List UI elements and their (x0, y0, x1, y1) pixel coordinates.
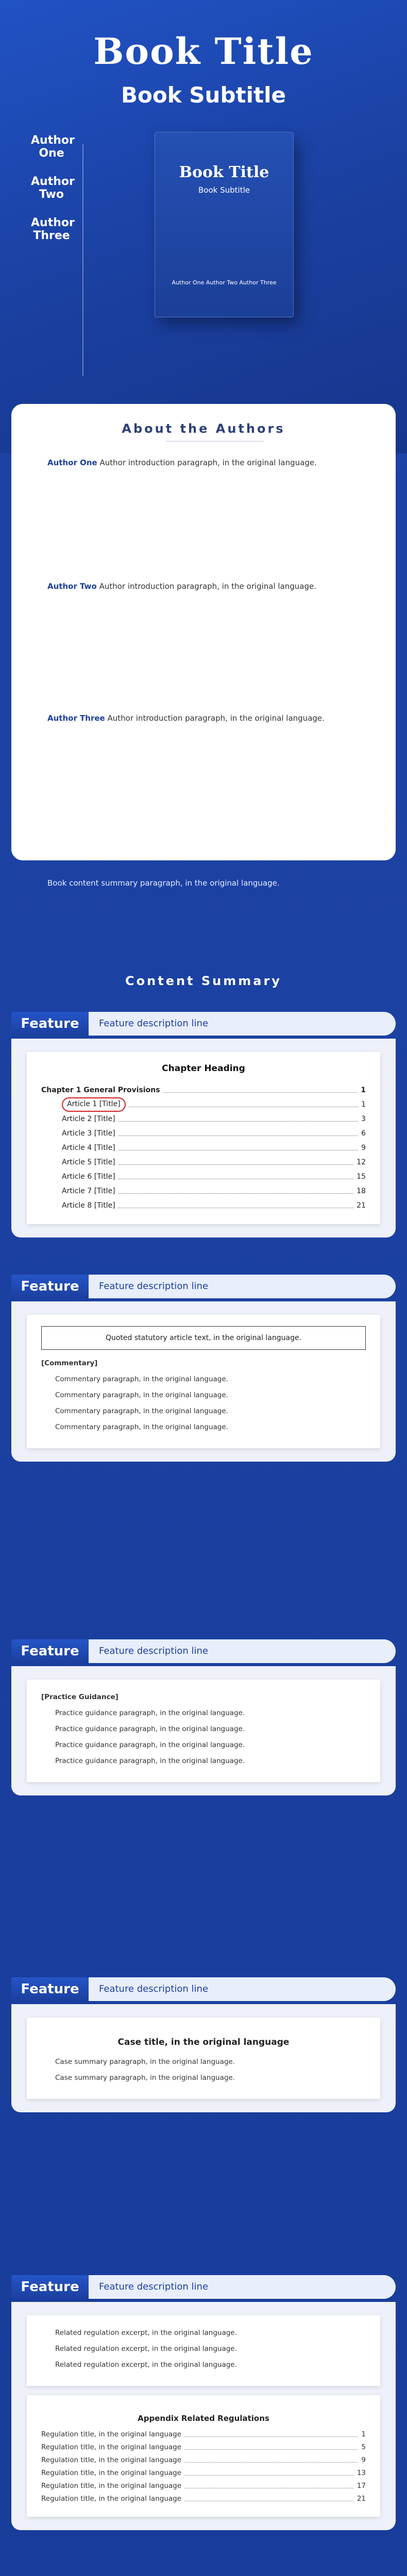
toc-page-number: 1 (361, 1086, 366, 1094)
commentary-paragraph: Commentary paragraph, in the original language. (55, 1407, 228, 1415)
toc-dots (118, 1112, 358, 1122)
regulation-paragraph: Related regulation excerpt, in the original language. (55, 2329, 237, 2337)
author-intro-text: Author introduction paragraph, in the original language. (107, 714, 325, 723)
author-intro-paragraph (32, 455, 375, 470)
toc-page-number: 15 (357, 1173, 366, 1181)
commentary-paragraph: Commentary paragraph, in the original language. (55, 1375, 228, 1383)
toc-label: Chapter 1 General Provisions (41, 1086, 160, 1094)
appendix-row (41, 2441, 366, 2454)
hero-book-subtitle: Book Subtitle (198, 185, 250, 195)
toc-row (41, 1083, 366, 1097)
toc-row (41, 1184, 366, 1198)
feature-header (11, 1635, 396, 1666)
toc-row (41, 1126, 366, 1141)
toc-page (27, 1052, 380, 1224)
feature-panel (11, 1666, 396, 1795)
toc-dots (118, 1141, 358, 1150)
guidance-page (27, 1680, 380, 1782)
appendix-dots (184, 2467, 354, 2476)
appendix-page-number: 17 (357, 2482, 366, 2490)
appendix-dots (184, 2454, 358, 2463)
hero-author-list (31, 134, 75, 402)
case-title: Case title, in the original language (117, 2037, 290, 2047)
toc-dots (118, 1198, 354, 1208)
toc-label: Article 4 [Title] (62, 1144, 115, 1152)
author-intro-text: Author introduction paragraph, in the original language. (99, 458, 317, 467)
appendix-dots (184, 2441, 358, 2450)
appendix-page (27, 2395, 380, 2517)
toc-page-number: 1 (361, 1100, 366, 1109)
toc-row (41, 1198, 366, 1213)
toc-page-number: 6 (361, 1129, 366, 1138)
appendix-label: Regulation title, in the original language (41, 2482, 182, 2490)
toc-title: Chapter Heading (162, 1063, 245, 1074)
appendix-label: Regulation title, in the original language (41, 2443, 182, 2451)
content-intro (11, 871, 396, 994)
toc-label: Article 5 [Title] (62, 1158, 115, 1166)
author-intro-card (11, 404, 396, 860)
author-name: Author Two (47, 582, 97, 591)
toc-label-circled: Article 1 [Title] (62, 1097, 126, 1112)
commentary-label: [Commentary] (41, 1359, 98, 1367)
toc-page-number: 3 (361, 1115, 366, 1123)
author-intro-paragraph (32, 711, 375, 725)
author-intro-paragraph (32, 579, 375, 594)
feature-tag: Feature (11, 1012, 89, 1036)
guidance-paragraph: Practice guidance paragraph, in the original language. (55, 1741, 245, 1749)
toc-label: Article 6 [Title] (62, 1173, 115, 1181)
appendix-title: Appendix Related Regulations (138, 2414, 269, 2423)
toc-dots (163, 1083, 358, 1093)
feature-tag: Feature (11, 1275, 89, 1298)
toc-dots (118, 1155, 354, 1165)
hero-divider (82, 144, 83, 376)
commentary-paragraph: Commentary paragraph, in the original language. (55, 1391, 228, 1399)
guidance-paragraph: Practice guidance paragraph, in the original language. (55, 1725, 245, 1733)
toc-page-number: 21 (357, 1201, 366, 1210)
feature-header (11, 1008, 396, 1039)
hero-banner (0, 0, 407, 453)
feature-related-regulations (11, 2271, 396, 2530)
appendix-page-number: 21 (357, 2495, 366, 2503)
feature-panel (11, 2004, 396, 2112)
feature-panel (11, 1301, 396, 1462)
appendix-page-number: 5 (361, 2443, 366, 2451)
feature-article-index (11, 1008, 396, 1238)
feature-description: Feature description line (89, 1639, 396, 1663)
toc-label: Article 2 [Title] (62, 1115, 115, 1123)
appendix-page-number: 1 (361, 2430, 366, 2438)
toc-row (41, 1170, 366, 1184)
feature-description: Feature description line (89, 2275, 396, 2299)
hero-book-title: Book Title (179, 163, 269, 181)
feature-description: Feature description line (89, 1275, 396, 1298)
regulation-paragraph: Related regulation excerpt, in the original language. (55, 2361, 237, 2369)
author-name: Author Three (47, 714, 105, 723)
appendix-label: Regulation title, in the original language (41, 2430, 182, 2438)
appendix-dots (184, 2480, 354, 2488)
toc-label: Article 3 [Title] (62, 1129, 115, 1138)
feature-description: Feature description line (89, 1012, 396, 1036)
author-intro-text: Author introduction paragraph, in the original language. (99, 582, 316, 591)
appendix-label: Regulation title, in the original language (41, 2495, 182, 2503)
guidance-paragraph: Practice guidance paragraph, in the original language. (55, 1709, 245, 1717)
toc-row (41, 1112, 366, 1126)
appendix-row (41, 2467, 366, 2480)
toc-page-number: 12 (357, 1158, 366, 1166)
case-page (27, 2018, 380, 2099)
feature-description: Feature description line (89, 1977, 396, 2001)
toc-dots (118, 1170, 354, 1179)
appendix-row (41, 2480, 366, 2493)
hero-title: Book Title (93, 30, 314, 73)
toc-page-number: 18 (357, 1187, 366, 1195)
appendix-label: Regulation title, in the original language (41, 2456, 182, 2464)
hero-author-name: Author Three (31, 216, 75, 242)
hero-book-authors: Author One Author Two Author Three (172, 279, 277, 286)
feature-tag: Feature (11, 1639, 89, 1663)
heading-rule (166, 441, 264, 442)
guidance-paragraph: Practice guidance paragraph, in the original language. (55, 1757, 245, 1765)
hero-subtitle: Book Subtitle (121, 82, 286, 108)
feature-key-interpretation (11, 1270, 396, 1462)
content-intro-text: Book content summary paragraph, in the original language. (47, 878, 280, 888)
toc-row-highlighted (41, 1097, 366, 1112)
guidance-label: [Practice Guidance] (41, 1693, 118, 1701)
appendix-page-number: 9 (361, 2456, 366, 2464)
toc-row (41, 1141, 366, 1155)
feature-panel (11, 2302, 396, 2530)
toc-dots (129, 1097, 358, 1107)
feature-tag: Feature (11, 1977, 89, 2001)
appendix-row (41, 2493, 366, 2505)
appendix-dots (184, 2428, 358, 2437)
case-paragraph: Case summary paragraph, in the original language. (55, 2074, 235, 2082)
toc-row (41, 1155, 366, 1170)
toc-dots (118, 1184, 354, 1194)
appendix-row (41, 2454, 366, 2467)
feature-tag: Feature (11, 2275, 89, 2299)
interpretation-page (27, 1315, 380, 1448)
toc-dots (118, 1126, 358, 1136)
feature-header (11, 1270, 396, 1301)
appendix-page-number: 13 (357, 2469, 366, 2477)
case-paragraph: Case summary paragraph, in the original language. (55, 2058, 235, 2066)
toc-page-number: 9 (361, 1144, 366, 1152)
author-name: Author One (47, 458, 97, 467)
toc-label: Article 8 [Title] (62, 1201, 115, 1210)
statute-quote: Quoted statutory article text, in the original language. (41, 1326, 366, 1350)
content-intro-heading: Content Summary (125, 974, 282, 988)
appendix-row (41, 2428, 366, 2441)
regulation-paragraph: Related regulation excerpt, in the original language. (55, 2345, 237, 2353)
regulation-page (27, 2315, 380, 2386)
commentary-paragraph: Commentary paragraph, in the original language. (55, 1423, 228, 1431)
feature-typical-cases (11, 1973, 396, 2112)
feature-header (11, 1973, 396, 2004)
feature-panel (11, 1039, 396, 1238)
feature-practice-guidance (11, 1635, 396, 1795)
appendix-label: Regulation title, in the original language (41, 2469, 182, 2477)
hero-author-name: Author One (31, 134, 75, 160)
hero-author-name: Author Two (31, 175, 75, 201)
hero-book-cover (155, 132, 294, 317)
feature-header (11, 2271, 396, 2302)
toc-label: Article 7 [Title] (62, 1187, 115, 1195)
author-intro-heading: About the Authors (122, 421, 285, 436)
appendix-dots (184, 2493, 354, 2501)
